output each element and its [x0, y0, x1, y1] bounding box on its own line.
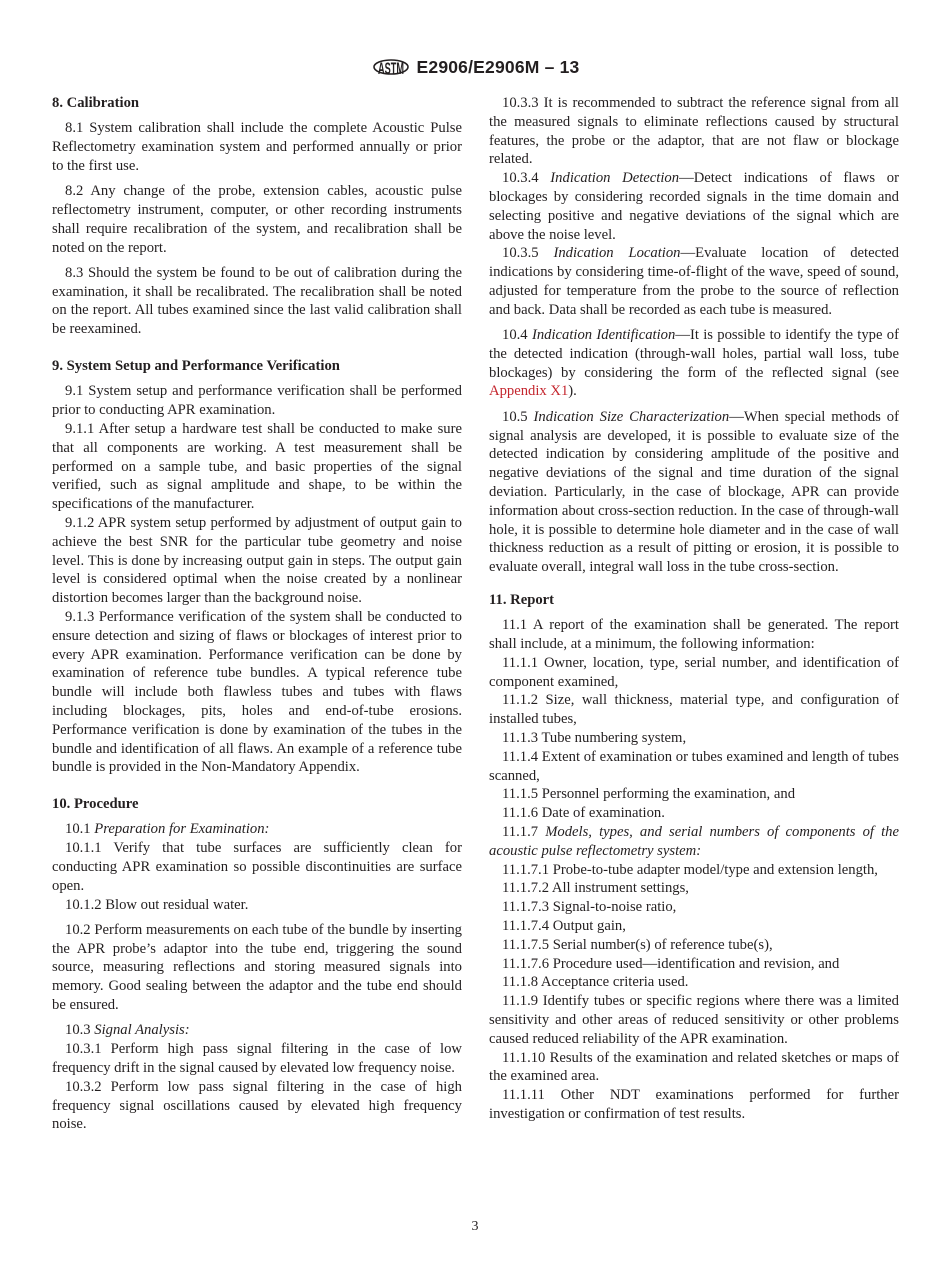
- text-run: —Evaluate location of detected indications by considering time-of-flight of the wave, speed of sound, adjusted for temperature from the probe to the source of reflection and back. Data shall be recorded as each tube is measured.: [489, 245, 899, 318]
- paragraph: [489, 879, 899, 898]
- paragraph: [52, 514, 462, 608]
- text-run: 11.1.4 Extent of examination or tubes examined and length of tubes scanned,: [489, 748, 899, 784]
- text-run: 8. Calibration: [52, 95, 140, 111]
- text-run: 10.3.5: [502, 245, 554, 262]
- text-run: 11.1.6 Date of examination.: [502, 805, 665, 822]
- text-run: 10.3: [65, 1022, 95, 1039]
- text-run: 10.5: [502, 408, 534, 425]
- text-run: ).: [568, 383, 577, 400]
- italic-run-in-title: Models, types, and serial numbers of components of the acoustic pulse reflectometry system:: [489, 823, 900, 859]
- page-number: 3: [471, 1219, 479, 1234]
- text-run: 8.1 System calibration shall include the complete Acoustic Pulse Reflectometry examination system and performed annually or prior to the first use.: [52, 120, 462, 174]
- text-run: 11.1 A report of the examination shall be generated. The report shall include, at a minimum, the following information:: [489, 617, 899, 653]
- paragraph: [52, 608, 462, 777]
- document-designation: E2906/E2906M – 13: [416, 56, 580, 77]
- paragraph: [52, 264, 462, 339]
- text-run: —When special methods of signal analysis are developed, it is possible to evaluate size of the detected indication by considering amplitude of the positive and negative deviations of the signal and time duration of the signal deviation. Particularly, in the case of blockage, APR can provide information about cross-section reduction. In the case of through-wall hole, it is possible to determine hole diameter and in the case of wall thickness reduction as a result of pitting or erosion, it is possible to evaluate overall, integral wall loss in the tube cross-section.: [489, 408, 899, 576]
- text-run: 9.1 System setup and performance verification shall be performed prior to conducting APR examination.: [52, 383, 462, 419]
- text-run: 10.2 Perform measurements on each tube of the bundle by inserting the APR probe’s adaptor into the tube end, triggering the sound source, measuring reflections and storing measured signals into memory. Good sealing between the adaptor and the tube end should be ensured.: [52, 921, 462, 1014]
- paragraph: [489, 861, 899, 880]
- svg-text:ASTM: ASTM: [377, 59, 404, 78]
- text-run: 10.3.3 It is recommended to subtract the reference signal from all the measured signals to eliminate reflections caused by structural features, the probe or the adaptor, that are not flaw or blockage related.: [489, 95, 899, 168]
- italic-run-in-title: Indication Identification: [531, 327, 676, 344]
- paragraph: [489, 823, 899, 861]
- text-run: 11.1.1 Owner, location, type, serial number, and identification of component examined,: [489, 654, 899, 690]
- paragraph: [489, 326, 899, 401]
- text-run: 11.1.7.3 Signal-to-noise ratio,: [502, 899, 677, 916]
- italic-run-in-title: Indication Location: [553, 245, 681, 262]
- italic-run-in-title: Indication Detection: [550, 170, 680, 187]
- paragraph: [489, 1049, 899, 1087]
- section-heading: [489, 591, 899, 610]
- text-run: —Detect indications of flaws or blockages by considering recorded signals in the time domain and selecting positive and negative deviations of the signal which are above the noise level.: [489, 170, 900, 243]
- text-run: 11.1.7.2 All instrument settings,: [502, 880, 689, 897]
- paragraph: [52, 1021, 462, 1040]
- text-run: 9.1.3 Performance verification of the system shall be conducted to ensure detection and sizing of flaws or blockages of interest prior to every APR examination. Performance verification can be done by examination of reference tube bundles. A typical reference tube bundle will include both flawless tubes and tubes with flaws including blockages, pits, holes and end-of-tube erosions. Performance verification is done by examination of the tubes in the bundle and identification of all flaws. An example of a reference tube bundle is provided in the Non-Mandatory Appendix.: [52, 608, 462, 776]
- paragraph: [489, 785, 899, 804]
- paragraph: [489, 917, 899, 936]
- paragraph: [52, 182, 462, 257]
- paragraph: [489, 94, 899, 169]
- paragraph: [52, 1078, 462, 1134]
- text-run: 10.3.4: [502, 170, 551, 187]
- paragraph: [489, 936, 899, 955]
- text-run: 9.1.1 After setup a hardware test shall be conducted to make sure that all components are working. A test measurement shall be performed on a sample tube, and basic properties of the signal verified, such as signal amplitude and shape, to be within the specifications of the manufacturer.: [52, 420, 462, 513]
- paragraph: [489, 729, 899, 748]
- text-run: 10.3.2 Perform low pass signal filtering in the case of high frequency signal oscillations caused by elevated high frequency noise.: [52, 1078, 462, 1133]
- paragraph: [489, 1086, 899, 1124]
- text-run: 11.1.2 Size, wall thickness, material type, and configuration of installed tubes,: [489, 692, 899, 728]
- paragraph: [52, 1040, 462, 1078]
- text-run: —It is possible to identify the type of the detected indication (through-wall holes, partial wall loss, tube blockages) by considering the form of the reflected signal (see: [489, 327, 900, 381]
- paragraph: [52, 382, 462, 420]
- paragraph: [489, 244, 899, 319]
- paragraph: [489, 973, 899, 992]
- section-heading: [52, 795, 462, 814]
- paragraph: [52, 420, 462, 514]
- paragraph: [489, 804, 899, 823]
- text-run: 11. Report: [489, 591, 555, 608]
- text-run: 11.1.7.1 Probe-to-tube adapter model/type and extension length,: [502, 861, 878, 878]
- paragraph: [489, 616, 899, 654]
- text-run: 8.3 Should the system be found to be out of calibration during the examination, it shall be recalibrated. The recalibration shall be noted on the report. All tubes examined since the last valid calibration shall be reexamined.: [52, 264, 462, 338]
- text-run: 11.1.11 Other NDT examinations performed for further investigation or confirmation of test results.: [489, 1087, 899, 1122]
- text-run: 11.1.9 Identify tubes or specific regions where there was a limited sensitivity and other areas of reduced sensitivity or other problems caused reduced reliability of the APR examination.: [489, 993, 899, 1047]
- text-run: 10.1: [65, 821, 95, 838]
- paragraph: [52, 896, 462, 915]
- text-run: 11.1.7: [502, 823, 546, 840]
- paragraph: [489, 898, 899, 917]
- paragraph: [52, 839, 462, 895]
- text-run: 11.1.7.5 Serial number(s) of reference tube(s),: [502, 936, 773, 953]
- text-run: 11.1.7.6 Procedure used—identification and revision, and: [502, 955, 840, 972]
- text-run: 11.1.5 Personnel performing the examination, and: [502, 786, 796, 803]
- paragraph: [489, 691, 899, 729]
- text-run: 9. System Setup and Performance Verification: [52, 358, 340, 375]
- paragraph: [489, 169, 899, 244]
- text-run: 10.1.2 Blow out residual water.: [65, 896, 249, 913]
- text-run: 11.1.10 Results of the examination and related sketches or maps of the examined area.: [489, 1049, 899, 1085]
- paragraph: [489, 654, 899, 692]
- appendix-link[interactable]: Appendix X1: [489, 383, 569, 400]
- section-heading: [52, 357, 462, 376]
- text-run: 9.1.2 APR system setup performed by adjustment of output gain to achieve the best SNR for the particular tube geometry and noise level. This is done by increasing output gain in steps. The output gain level is considered optimal when the noise created by a nonlinear distortion becomes larger than the background noise.: [52, 514, 462, 607]
- text-run: 10. Procedure: [52, 796, 139, 813]
- text-run: 8.2 Any change of the probe, extension cables, acoustic pulse reflectometry instrument, computer, or other recording instruments shall require recalibration of the system, and recalibration shall be noted on the report.: [52, 183, 462, 256]
- text-run: 11.1.3 Tube numbering system,: [502, 730, 687, 746]
- paragraph: [52, 921, 462, 1015]
- paragraph: [489, 748, 899, 786]
- section-heading: [52, 94, 462, 113]
- astm-logo-icon: [371, 52, 411, 82]
- left-column: [52, 94, 462, 1134]
- text-run: 11.1.7.4 Output gain,: [502, 917, 626, 934]
- text-run: 10.4: [502, 327, 532, 344]
- italic-run-in-title: Preparation for Examination:: [94, 821, 270, 838]
- right-column: [489, 94, 899, 1124]
- text-run: 10.3.1 Perform high pass signal filtering in the case of low frequency drift in the signal caused by elevated low frequency noise.: [52, 1041, 462, 1076]
- paragraph: [52, 119, 462, 175]
- text-run: 11.1.8 Acceptance criteria used.: [502, 974, 689, 991]
- paragraph: [489, 992, 899, 1048]
- paragraph: [489, 408, 899, 577]
- page-header: [0, 52, 950, 82]
- text-run: 10.1.1 Verify that tube surfaces are sufficiently clean for conducting APR examination so possible discontinuities are surface open.: [52, 840, 462, 894]
- paragraph: [489, 955, 899, 974]
- paragraph: [52, 820, 462, 839]
- italic-run-in-title: Signal Analysis:: [94, 1022, 190, 1039]
- italic-run-in-title: Indication Size Characterization: [533, 408, 730, 425]
